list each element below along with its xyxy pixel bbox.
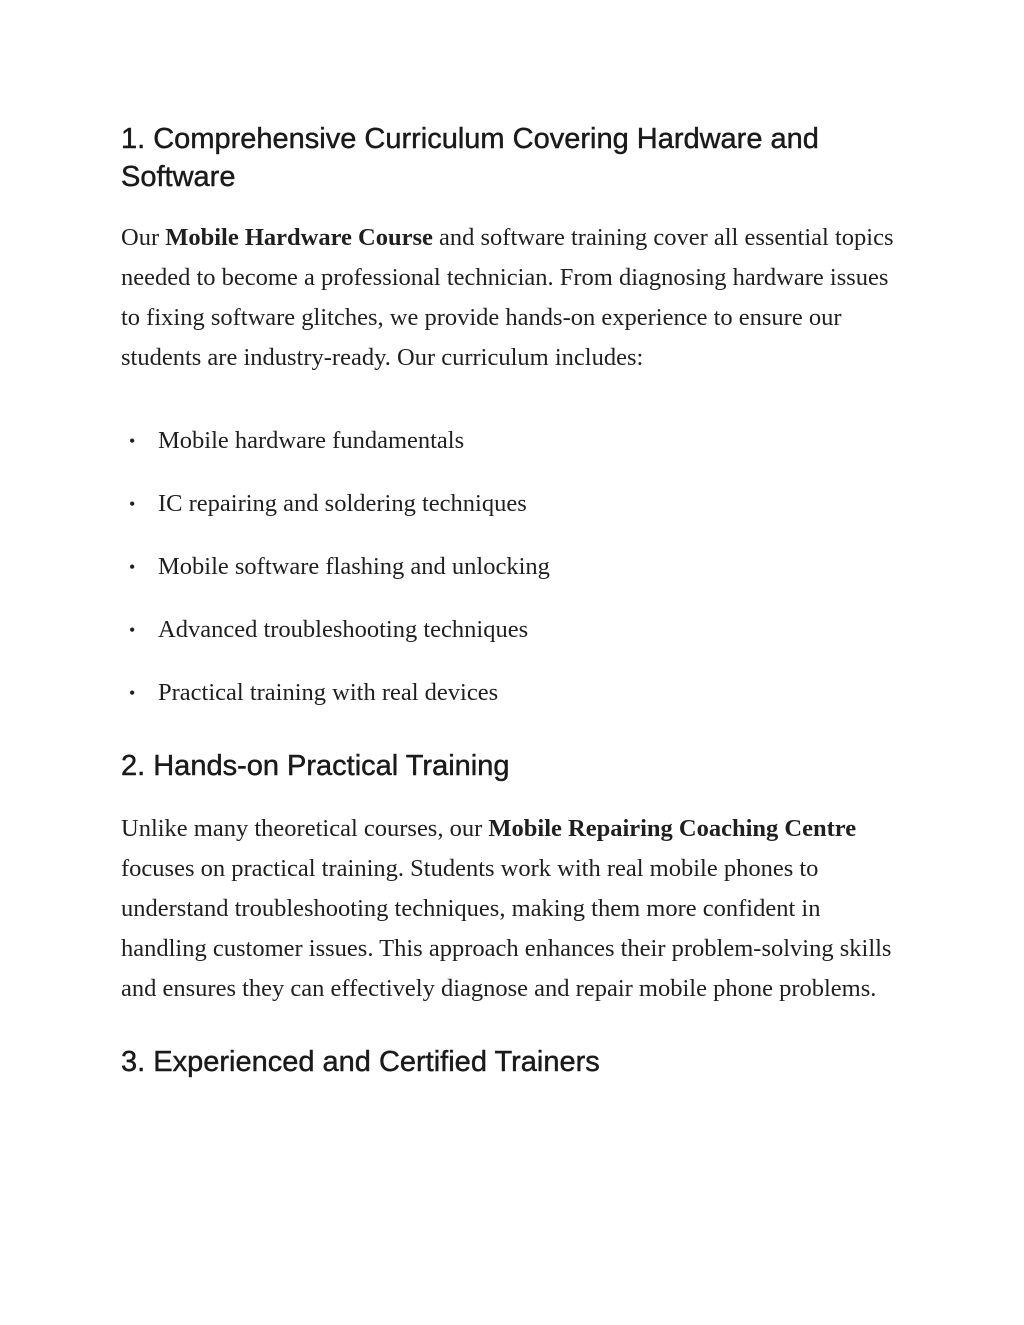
bold-term-coaching-centre: Mobile Repairing Coaching Centre: [488, 815, 857, 842]
list-item: [121, 610, 901, 650]
list-item-text: Mobile hardware fundamentals: [158, 427, 465, 454]
bold-term-mobile-hardware-course: Mobile Hardware Course: [165, 224, 433, 251]
section-heading-practical-training: 2. Hands-on Practical Training: [121, 750, 510, 782]
list-item-text: Mobile software flashing and unlocking: [158, 553, 550, 580]
bullet-icon: •: [129, 620, 136, 640]
paragraph-text: Our: [121, 224, 166, 251]
bullet-icon: •: [129, 683, 136, 703]
list-item: [121, 484, 901, 524]
curriculum-list: [121, 421, 901, 713]
bullet-icon: •: [129, 431, 136, 451]
bullet-icon: •: [129, 494, 136, 514]
paragraph-text: Unlike many theoretical courses, our: [121, 815, 489, 842]
list-item-text: IC repairing and soldering techniques: [158, 490, 527, 517]
list-item-text: Advanced troubleshooting techniques: [158, 616, 529, 643]
paragraph-text: and software training cover all essential topics needed to become a professional technician. From diagnosing hardware issues to fixing software glitches, we provide hands-on experience to ensure our students are industry-ready. Our curriculum includes:: [121, 224, 894, 371]
bullet-icon: •: [129, 557, 136, 577]
list-item: [121, 421, 901, 461]
section-heading-trainers: 3. Experienced and Certified Trainers: [121, 1046, 600, 1078]
curriculum-paragraph: [121, 218, 901, 378]
document-page: [121, 120, 901, 1081]
practical-training-paragraph: [121, 809, 901, 1009]
list-item: [121, 673, 901, 713]
list-item-text: Practical training with real devices: [158, 679, 499, 706]
section-heading-curriculum: 1. Comprehensive Curriculum Covering Hardware and Software: [121, 123, 819, 193]
paragraph-text: focuses on practical training. Students work with real mobile phones to understand troubleshooting techniques, making them more confident in handling customer issues. This approach enhances their problem-solving skills and ensures they can effectively diagnose and repair mobile phone problems.: [121, 855, 892, 1002]
list-item: [121, 547, 901, 587]
